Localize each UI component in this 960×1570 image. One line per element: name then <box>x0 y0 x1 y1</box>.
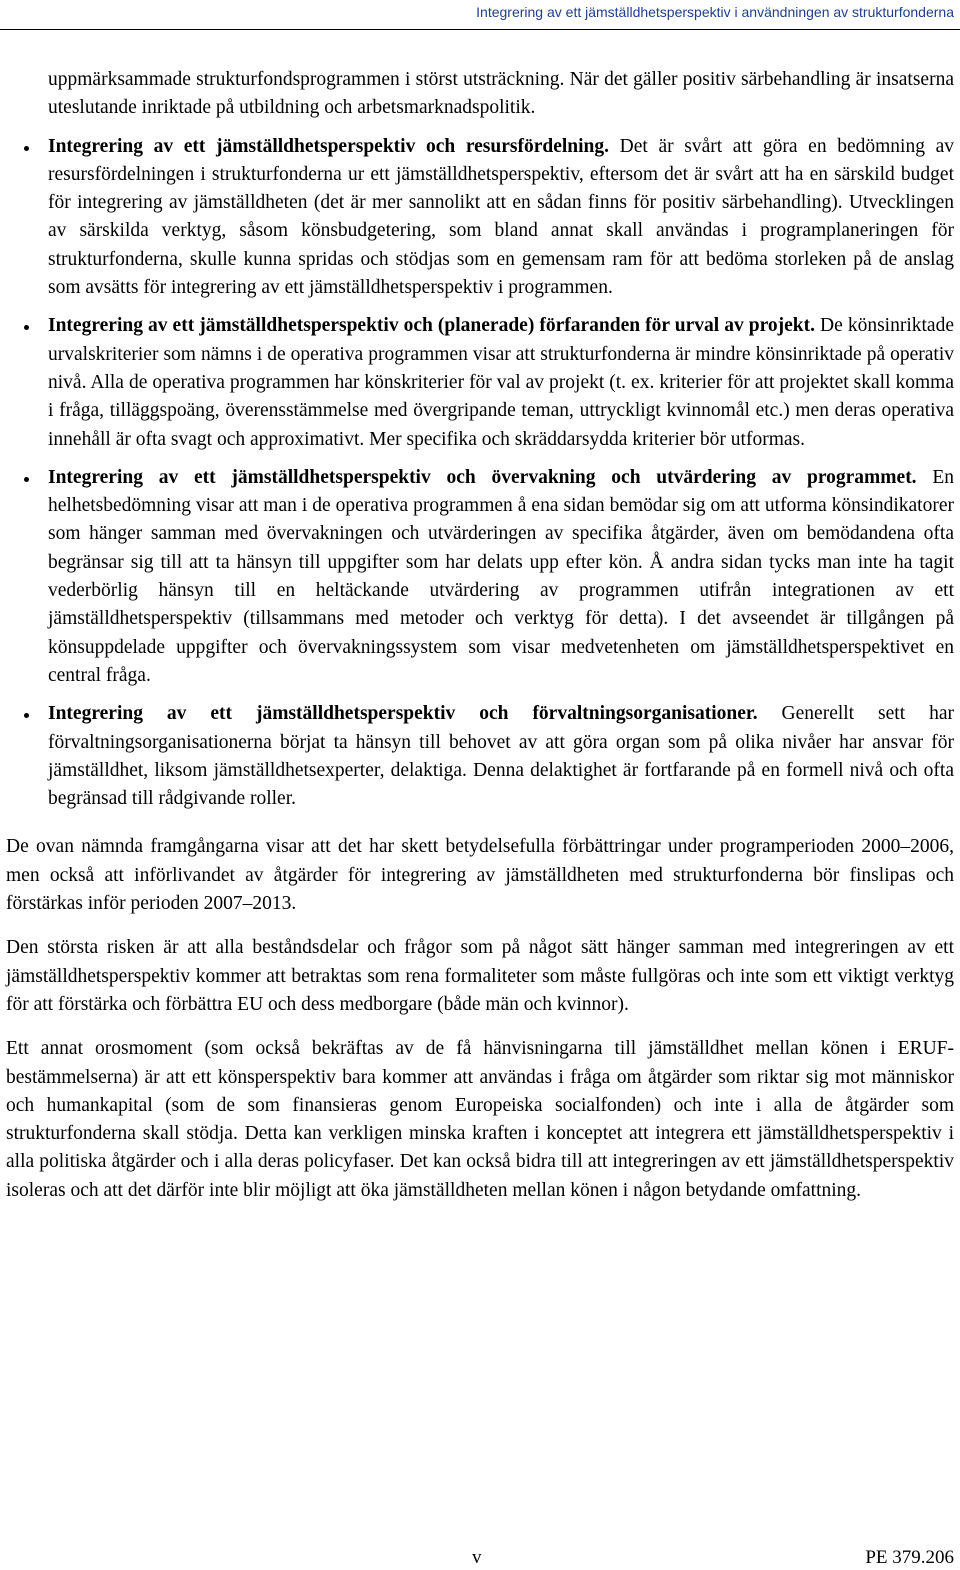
bullet-dot-icon <box>24 477 29 482</box>
body-paragraph: Ett annat orosmoment (som också bekräftas av de få hänvisningarna till jämställdhet mellan könen i ERUF-bestämmelserna) är att ett könsperspektiv bara kommer att användas i fråga om åtgärder som riktar sig mot människor och humankapital (som de som finansieras genom Europeiska socialfonden) och inte i alla de åtgärder som strukturfonderna skall stödja. Detta kan verkligen minska kraften i konceptet att integrera ett jämställdhetsperspektiv i alla politiska åtgärder och i alla deras policyfaser. Det kan också bidra till att integreringen av ett jämställdhetsperspektiv isoleras och att det därför inte blir möjligt att öka jämställdheten mellan könen i någon betydande omfattning. <box>6 1038 954 1201</box>
bullet-dot-icon <box>24 713 29 718</box>
document-reference: PE 379.206 <box>865 1547 954 1568</box>
body-paragraph: Den största risken är att alla beståndsdelar och frågor som på något sätt hänger samman med integreringen av ett jämställdhetsperspektiv kommer att betraktas som rena formaliteter som måste fullgöras och inte som ett viktigt verktyg för att förstärka och förbättra EU och dess medborgare (både män och kvinnor). <box>6 937 954 1015</box>
bullet-item-management-organisations <box>6 700 954 813</box>
header-divider <box>0 29 960 30</box>
bullet-title: Integrering av ett jämställdhetsperspektiv och (planerade) förfaranden för urval av projekt. <box>48 315 816 337</box>
bullet-item-project-selection <box>6 312 954 453</box>
bullet-title: Integrering av ett jämställdhetsperspektiv och resursfördelning. <box>48 135 610 157</box>
intro-paragraph: uppmärksammade strukturfondsprogrammen i störst utsträckning. När det gäller positiv särbehandling är insatserna uteslutande inriktade på utbildning och arbetsmarknadspolitik. <box>48 69 954 119</box>
running-header-title: Integrering av ett jämställdhetsperspektiv i användningen av strukturfonderna <box>476 4 954 20</box>
bullet-item-monitoring-evaluation <box>6 464 954 690</box>
bullet-title: Integrering av ett jämställdhetsperspektiv och förvaltningsorganisationer. <box>48 703 758 725</box>
bullet-text: Det är svårt att göra en bedömning av resursfördelningen i strukturfonderna ur ett jämställdhetsperspektiv, eftersom det är svårt att ha en särskild budget för integrering av jämställdheten (det är mer sannolikt att en sådan finns för positiv särbehandling). Utvecklingen av särskilda verktyg, såsom könsbudgetering, som bland annat skall användas i programplaneringen för strukturfonderna, skulle kunna spridas och stödjas som en gemensam ram för att bedöma storleken på de anslag som avsätts för integrering av ett jämställdhetsperspektiv i programmen. <box>48 135 954 299</box>
bullet-text: Generellt sett har förvaltningsorganisationerna börjat ta hänsyn till behovet av att göra organ som på olika nivåer har ansvar för jämställdhet, liksom jämställdhetsexperter, delaktiga. Denna delaktighet är fortfarande på en formell nivå och ofta begränsad till rådgivande roller. <box>48 703 954 810</box>
bullet-dot-icon <box>24 325 29 330</box>
bullet-text: En helhetsbedömning visar att man i de operativa programmen å ena sidan bemödar sig om att utforma könsindikatorer som hänger samman med övervakningen och utvärderingen av specifika åtgärder, även om bemödandena ofta begränsar sig till att ta hänsyn till uppgifter som har delats upp efter kön. Å andra sidan tycks man inte ha tagit vederbörlig hänsyn till en heltäckande utvärdering av programmen utifrån integrationen av ett jämställdhetsperspektiv (tillsammans med metoder och verktyg för detta). I det avseendet är tillgången på könsuppdelade uppgifter och övervakningssystem som visar medvetenheten om jämställdhetsperspektivet en central fråga. <box>48 466 954 686</box>
page-number: v <box>472 1547 482 1568</box>
bullet-list <box>6 133 954 814</box>
document-body <box>6 66 954 1221</box>
bullet-item-resource-allocation <box>6 133 954 303</box>
body-paragraph: De ovan nämnda framgångarna visar att det har skett betydelsefulla förbättringar under programperioden 2000–2006, men också att införlivandet av åtgärder för integrering av jämställdheten med strukturfonderna bör finslipas och förstärkas inför perioden 2007–2013. <box>6 836 954 915</box>
bullet-dot-icon <box>24 146 29 151</box>
bullet-text: De könsinriktade urvalskriterier som nämns i de operativa programmen visar att strukturfonderna är mindre könsinriktade på operativ nivå. Alla de operativa programmen har könskriterier för val av projekt (t. ex. kriterier för att projektet skall komma i fråga, tilläggspoäng, överensstämmelse med övergripande teman, uttryckligt kvinnomål etc.) men deras operativa innehåll är ofta svagt och approximativt. Mer specifika och skräddarsydda kriterier bör utformas. <box>48 315 954 450</box>
bullet-title: Integrering av ett jämställdhetsperspektiv och övervakning och utvärdering av programmet. <box>48 466 917 488</box>
